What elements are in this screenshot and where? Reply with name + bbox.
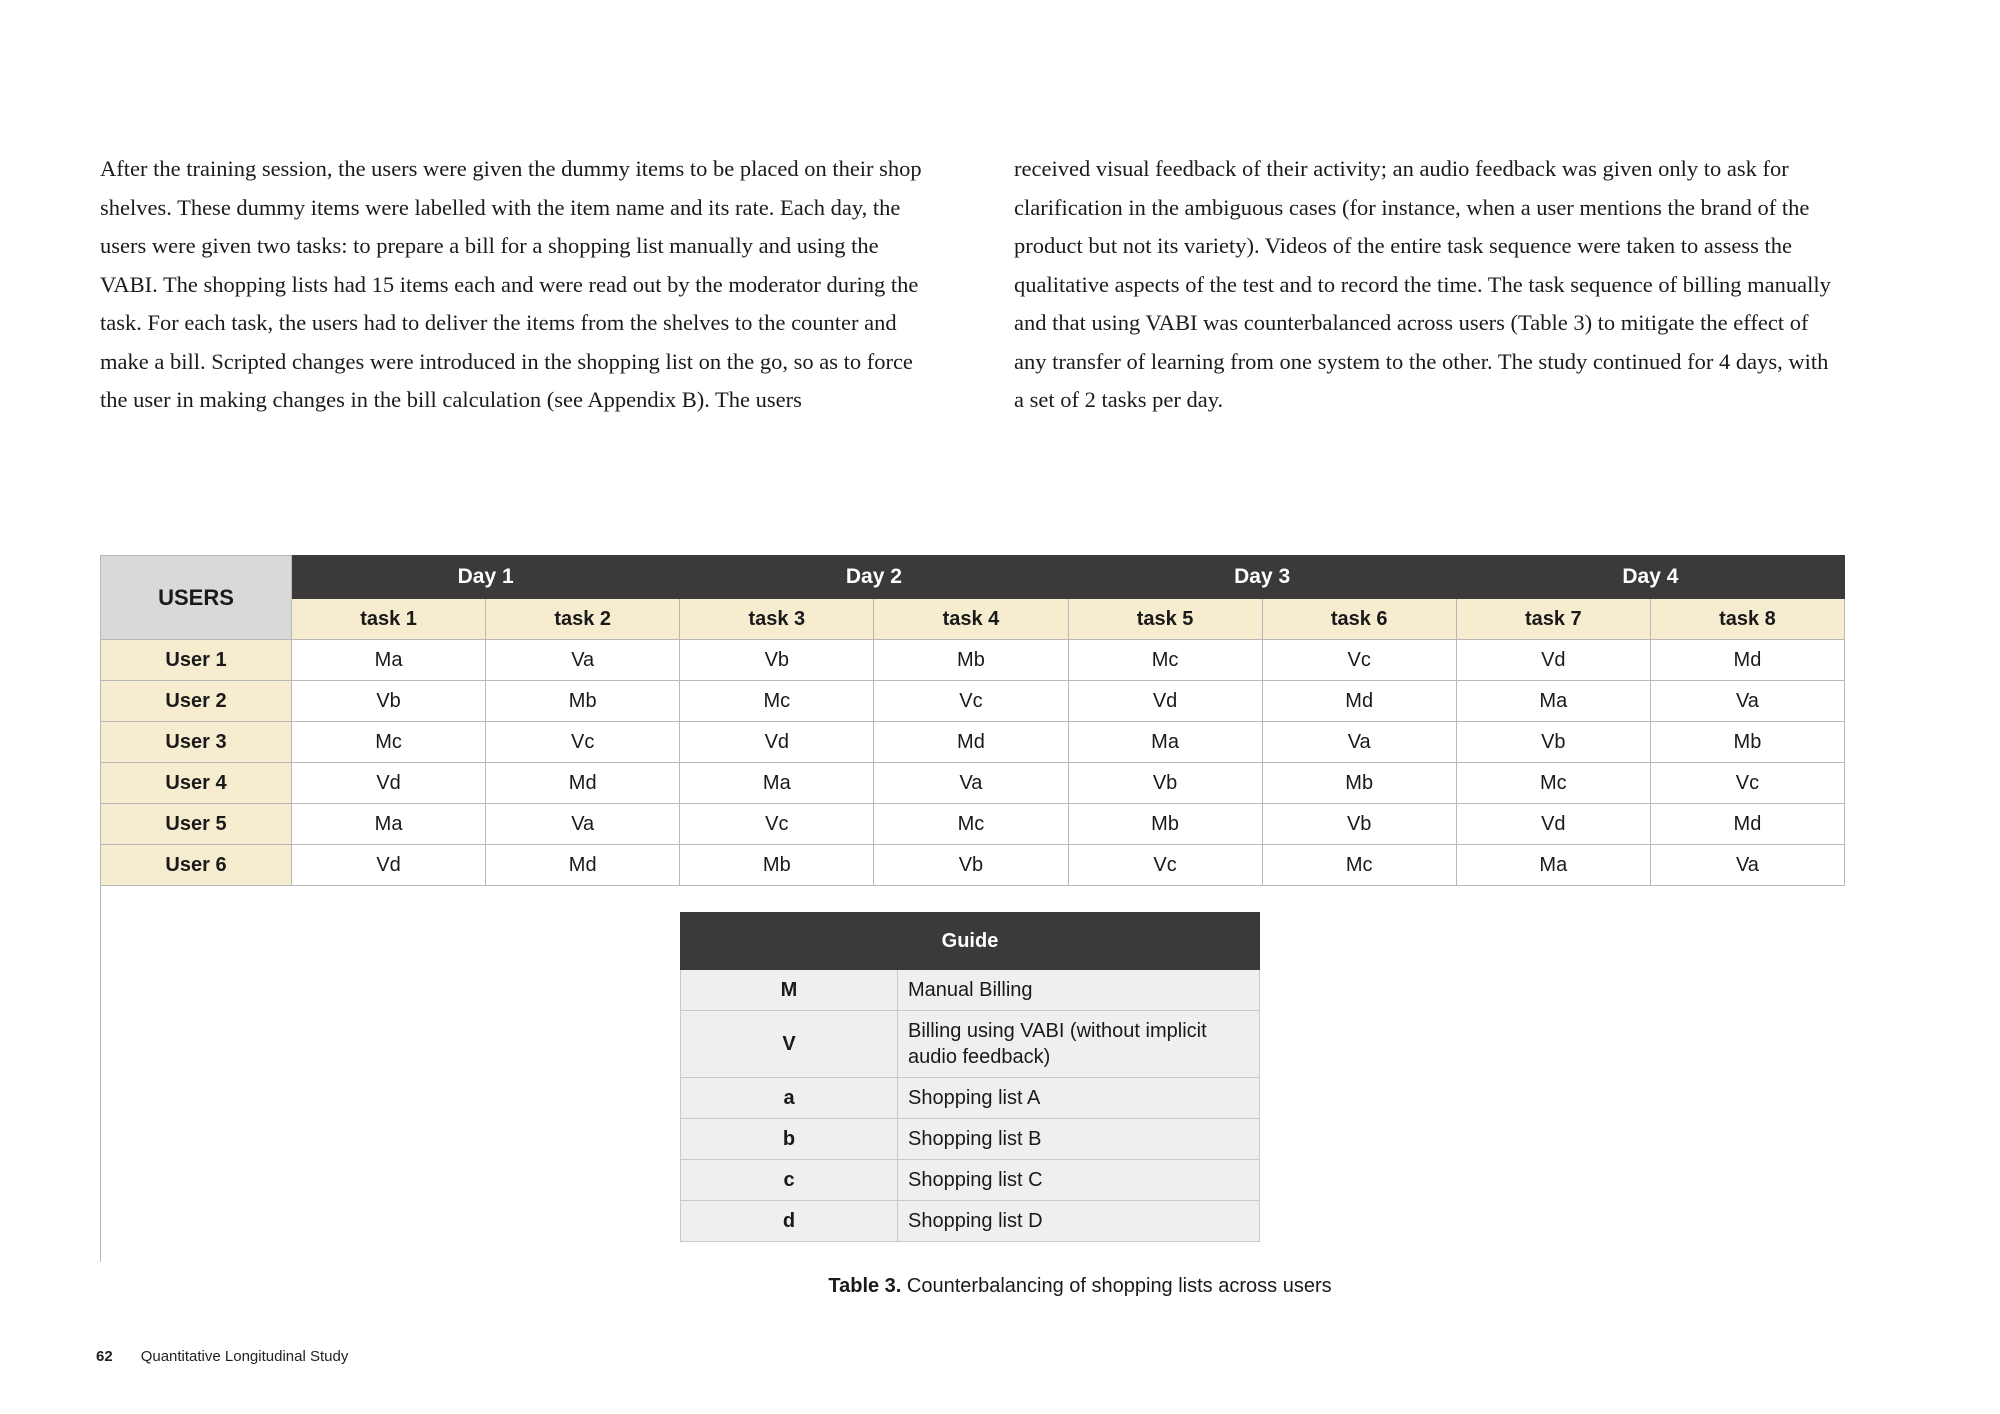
cell-u1-t1: Ma xyxy=(292,640,486,681)
cell-u5-t6: Vb xyxy=(1262,804,1456,845)
table-row xyxy=(101,845,1845,886)
table-head-row-tasks xyxy=(101,599,1845,640)
cell-u5-t2: Va xyxy=(486,804,680,845)
cell-u1-t8: Md xyxy=(1650,640,1844,681)
cell-u6-t4: Vb xyxy=(874,845,1068,886)
right-column xyxy=(1014,150,1840,420)
guide-row xyxy=(681,970,1260,1011)
row-label-user-2: User 2 xyxy=(101,681,292,722)
cell-u1-t7: Vd xyxy=(1456,640,1650,681)
cell-u3-t2: Vc xyxy=(486,722,680,763)
cell-u6-t6: Mc xyxy=(1262,845,1456,886)
left-column xyxy=(100,150,926,420)
cell-u4-t6: Mb xyxy=(1262,763,1456,804)
cell-u2-t3: Mc xyxy=(680,681,874,722)
header-task-1: task 1 xyxy=(292,599,486,640)
table-row xyxy=(101,804,1845,845)
cell-u3-t4: Md xyxy=(874,722,1068,763)
cell-u2-t6: Md xyxy=(1262,681,1456,722)
guide-row xyxy=(681,1078,1260,1119)
cell-u4-t5: Vb xyxy=(1068,763,1262,804)
table-row xyxy=(101,722,1845,763)
guide-key-v: V xyxy=(681,1011,898,1078)
cell-u6-t2: Md xyxy=(486,845,680,886)
guide-value-b: Shopping list B xyxy=(898,1119,1260,1160)
body-text xyxy=(100,150,1840,420)
header-task-4: task 4 xyxy=(874,599,1068,640)
cell-u2-t4: Vc xyxy=(874,681,1068,722)
cell-u6-t1: Vd xyxy=(292,845,486,886)
cell-u4-t2: Md xyxy=(486,763,680,804)
cell-u3-t3: Vd xyxy=(680,722,874,763)
guide-key-m: M xyxy=(681,970,898,1011)
cell-u4-t4: Va xyxy=(874,763,1068,804)
cell-u1-t4: Mb xyxy=(874,640,1068,681)
row-label-user-5: User 5 xyxy=(101,804,292,845)
cell-u4-t1: Vd xyxy=(292,763,486,804)
cell-u2-t1: Vb xyxy=(292,681,486,722)
counterbalancing-table xyxy=(100,555,1845,886)
cell-u4-t7: Mc xyxy=(1456,763,1650,804)
header-task-7: task 7 xyxy=(1456,599,1650,640)
header-day-4: Day 4 xyxy=(1456,556,1844,599)
guide-key-b: b xyxy=(681,1119,898,1160)
cell-u6-t3: Mb xyxy=(680,845,874,886)
cell-u5-t8: Md xyxy=(1650,804,1844,845)
header-task-8: task 8 xyxy=(1650,599,1844,640)
cell-u4-t8: Vc xyxy=(1650,763,1844,804)
cell-u5-t3: Vc xyxy=(680,804,874,845)
margin-rule xyxy=(100,872,101,1262)
guide-value-a: Shopping list A xyxy=(898,1078,1260,1119)
cell-u6-t7: Ma xyxy=(1456,845,1650,886)
footer-section-title: Quantitative Longitudinal Study xyxy=(140,1348,349,1365)
cell-u1-t3: Vb xyxy=(680,640,874,681)
guide-value-v: Billing using VABI (without implicit audio feedback) xyxy=(898,1011,1260,1078)
cell-u4-t3: Ma xyxy=(680,763,874,804)
header-day-2: Day 2 xyxy=(680,556,1068,599)
guide-key-a: a xyxy=(681,1078,898,1119)
cell-u5-t5: Mb xyxy=(1068,804,1262,845)
page-number: 62 xyxy=(96,1348,113,1365)
right-column-paragraph: received visual feedback of their activity; an audio feedback was given only to ask for clarification in the ambiguous cases (for instance, when a user mentions the brand of the product but not its variety). Videos of the entire task sequence were taken to assess the qualitative aspects of the test and to record the time. The task sequence of billing manually and that using VABI was counterbalanced across users (Table 3) to mitigate the effect of any transfer of learning from one system to the other. The study continued for 4 days, with a set of 2 tasks per day. xyxy=(1014,156,1831,412)
guide-legend xyxy=(680,912,1260,1242)
table-row xyxy=(101,640,1845,681)
guide-key-d: d xyxy=(681,1201,898,1242)
guide-row xyxy=(681,1201,1260,1242)
cell-u3-t6: Va xyxy=(1262,722,1456,763)
cell-u5-t4: Mc xyxy=(874,804,1068,845)
header-day-1: Day 1 xyxy=(292,556,680,599)
table-head-row-days xyxy=(101,556,1845,599)
header-task-2: task 2 xyxy=(486,599,680,640)
header-task-6: task 6 xyxy=(1262,599,1456,640)
table-head xyxy=(101,556,1845,640)
cell-u3-t8: Mb xyxy=(1650,722,1844,763)
guide-key-c: c xyxy=(681,1160,898,1201)
cell-u3-t7: Vb xyxy=(1456,722,1650,763)
cell-u1-t5: Mc xyxy=(1068,640,1262,681)
cell-u5-t1: Ma xyxy=(292,804,486,845)
table-row xyxy=(101,763,1845,804)
guide-header-row xyxy=(681,913,1260,970)
header-task-5: task 5 xyxy=(1068,599,1262,640)
table-caption xyxy=(700,1275,1460,1298)
cell-u2-t2: Mb xyxy=(486,681,680,722)
guide-value-m: Manual Billing xyxy=(898,970,1260,1011)
table-3 xyxy=(100,555,1845,886)
cell-u2-t5: Vd xyxy=(1068,681,1262,722)
cell-u2-t7: Ma xyxy=(1456,681,1650,722)
guide-row xyxy=(681,1011,1260,1078)
header-task-3: task 3 xyxy=(680,599,874,640)
cell-u3-t1: Mc xyxy=(292,722,486,763)
row-label-user-6: User 6 xyxy=(101,845,292,886)
guide-table xyxy=(680,912,1260,1242)
row-label-user-4: User 4 xyxy=(101,763,292,804)
cell-u5-t7: Vd xyxy=(1456,804,1650,845)
guide-title: Guide xyxy=(681,913,1260,970)
cell-u1-t6: Vc xyxy=(1262,640,1456,681)
guide-value-c: Shopping list C xyxy=(898,1160,1260,1201)
guide-row xyxy=(681,1119,1260,1160)
row-label-user-3: User 3 xyxy=(101,722,292,763)
left-column-paragraph: After the training session, the users were given the dummy items to be placed on their shop shelves. These dummy items were labelled with the item name and its rate. Each day, the users were given two tasks: to prepare a bill for a shopping list manually and using the VABI. The shopping lists had 15 items each and were read out by the moderator during the task. For each task, the users had to deliver the items from the shelves to the counter and make a bill. Scripted changes were introduced in the shopping list on the go, so as to force the user in making changes in the bill calculation (see Appendix B). The users xyxy=(100,156,922,412)
page-footer xyxy=(96,1348,348,1365)
cell-u6-t5: Vc xyxy=(1068,845,1262,886)
cell-u2-t8: Va xyxy=(1650,681,1844,722)
row-label-user-1: User 1 xyxy=(101,640,292,681)
guide-value-d: Shopping list D xyxy=(898,1201,1260,1242)
guide-row xyxy=(681,1160,1260,1201)
caption-text: Counterbalancing of shopping lists across users xyxy=(901,1275,1332,1297)
caption-label: Table 3. xyxy=(828,1275,902,1297)
cell-u6-t8: Va xyxy=(1650,845,1844,886)
table-body xyxy=(101,640,1845,886)
header-day-3: Day 3 xyxy=(1068,556,1456,599)
header-users: USERS xyxy=(101,556,292,640)
table-row xyxy=(101,681,1845,722)
cell-u1-t2: Va xyxy=(486,640,680,681)
cell-u3-t5: Ma xyxy=(1068,722,1262,763)
